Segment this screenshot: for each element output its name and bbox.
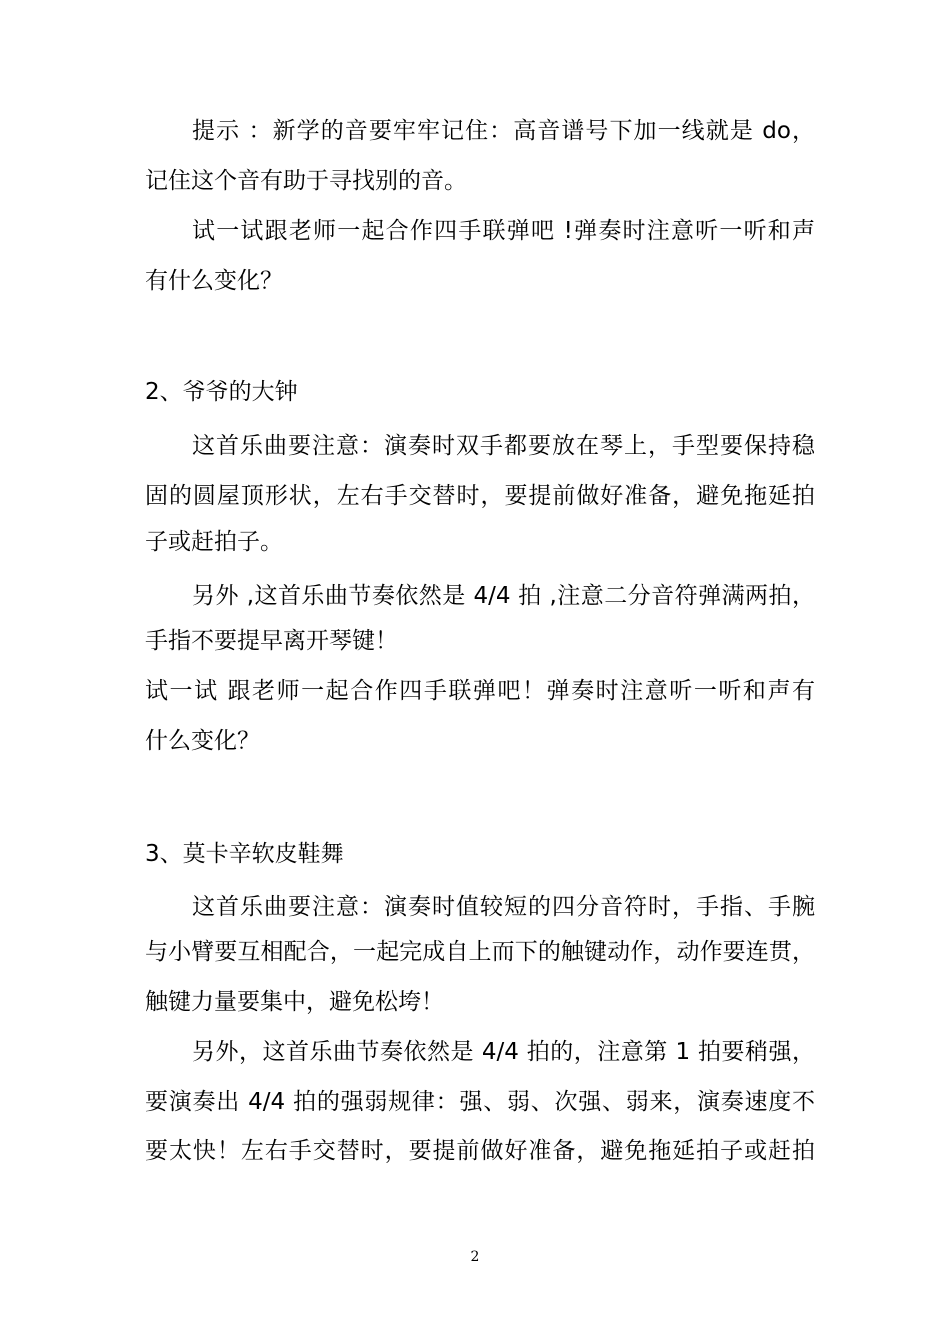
section-2-paragraph-1-line-1: 这首乐曲要注意：演奏时双手都要放在琴上，手型要保持稳 — [192, 433, 815, 459]
section-2-paragraph-1-line-2: 固的圆屋顶形状，左右手交替时，要提前做好准备，避免拖延拍 — [145, 483, 815, 509]
section-3-paragraph-2-line-1: 另外，这首乐曲节奏依然是 4/4 拍的，注意第 1 拍要稍强， — [192, 1039, 815, 1065]
section-2-paragraph-2-line-2: 手指不要提早离开琴键！ — [145, 628, 398, 654]
try-line-2: 有什么变化？ — [145, 268, 283, 294]
section-3-paragraph-1-line-3: 触键力量要集中，避免松垮！ — [145, 989, 444, 1015]
section-3-paragraph-1-line-1: 这首乐曲要注意：演奏时值较短的四分音符时，手指、手腕 — [192, 894, 815, 920]
section-3-paragraph-2-line-2: 要演奏出 4/4 拍的强弱规律：强、弱、次强、弱来，演奏速度不 — [145, 1089, 815, 1115]
tip-line-2: 记住这个音有助于寻找别的音。 — [145, 168, 467, 194]
section-2-try-line-1: 试一试 跟老师一起合作四手联弹吧！弹奏时注意听一听和声有 — [145, 678, 815, 704]
section-3-paragraph-2-line-3: 要太快！左右手交替时，要提前做好准备，避免拖延拍子或赶拍 — [145, 1138, 815, 1164]
section-2-paragraph-1-line-3: 子或赶拍子。 — [145, 529, 283, 555]
tip-line-1: 提示 ：新学的音要牢牢记住：高音谱号下加一线就是 do， — [192, 118, 815, 144]
section-2-paragraph-2-line-1: 另外 ,这首乐曲节奏依然是 4/4 拍 ,注意二分音符弹满两拍， — [192, 583, 815, 609]
section-2-try-line-2: 什么变化？ — [145, 728, 260, 754]
section-heading-2: 2、爷爷的大钟 — [145, 379, 298, 405]
section-heading-3: 3、莫卡辛软皮鞋舞 — [145, 841, 344, 867]
section-3-paragraph-1-line-2: 与小臂要互相配合，一起完成自上而下的触键动作，动作要连贯， — [145, 939, 815, 965]
page-number: 2 — [470, 1249, 480, 1265]
try-line-1: 试一试跟老师一起合作四手联弹吧 !弹奏时注意听一听和声 — [192, 218, 815, 244]
